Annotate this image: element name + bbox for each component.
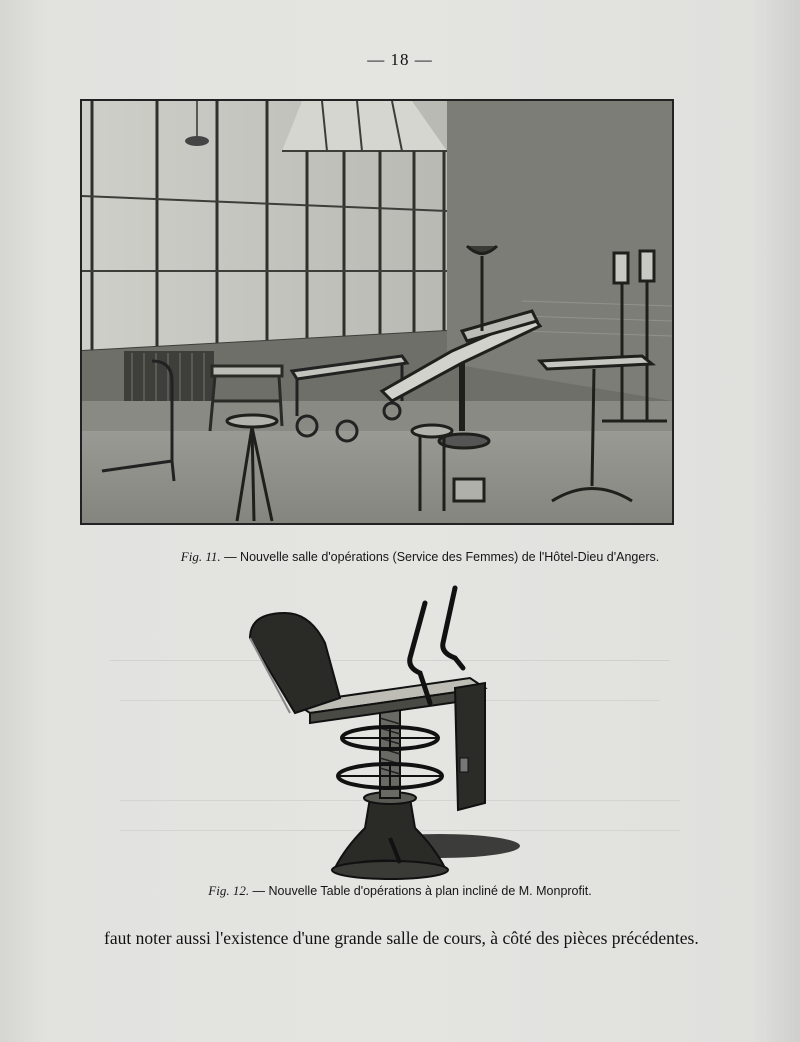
figure-12-label: Fig. 12. <box>208 883 250 898</box>
operating-table-engraving <box>240 578 530 888</box>
operating-room-photo <box>80 99 674 525</box>
body-paragraph: faut noter aussi l'existence d'une grande salle de cours, à côté des pièces précédentes. <box>104 928 699 948</box>
page-number: — 18 — <box>367 50 433 69</box>
figure-11-label: Fig. 11. <box>180 549 221 564</box>
figure-11-caption <box>0 549 800 565</box>
figure-11-text: — Nouvelle salle d'opérations (Service des Femmes) de l'Hôtel-Dieu d'Angers. <box>220 550 660 564</box>
figure-12-text: — Nouvelle Table d'opérations à plan incliné de M. Monprofit. <box>249 884 592 898</box>
figure-12-caption <box>0 883 800 899</box>
